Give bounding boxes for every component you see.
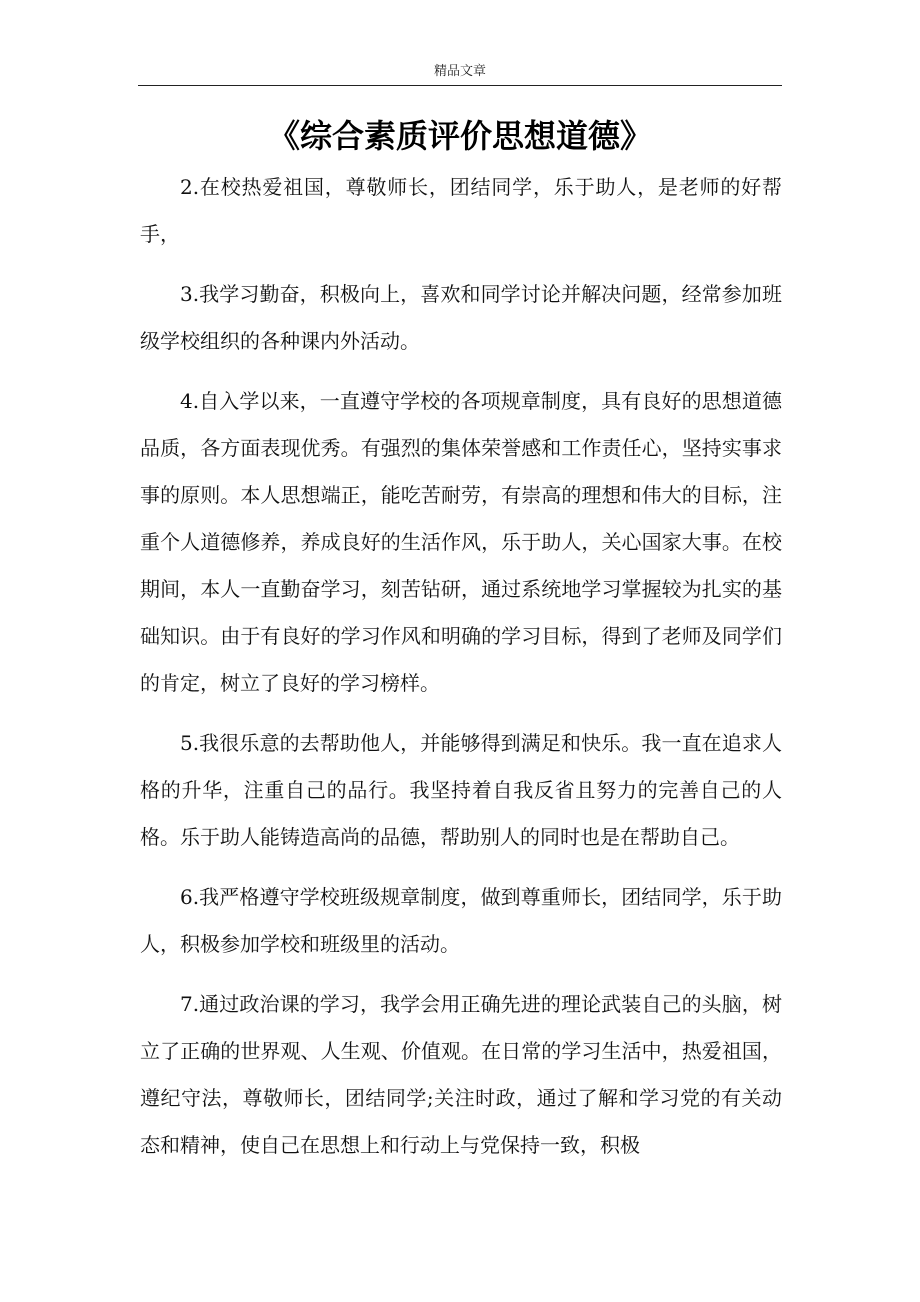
paragraph-2: 2.在校热爱祖国，尊敬师长，团结同学，乐于助人，是老师的好帮手， bbox=[140, 175, 782, 246]
page-header: 精品文章 bbox=[433, 64, 486, 79]
paragraph-6: 6.我严格遵守学校班级规章制度，做到尊重师长，团结同学，乐于助人，积极参加学校和班级里的活动。 bbox=[140, 885, 782, 956]
document-body bbox=[140, 164, 782, 1182]
header-divider bbox=[138, 85, 782, 86]
document-title: 《综合素质评价思想道德》 bbox=[267, 117, 652, 155]
paragraph-7: 7.通过政治课的学习，我学会用正确先进的理论武装自己的头脑，树立了正确的世界观、人生观、价值观。在日常的学习生活中，热爱祖国，遵纪守法，尊敬师长，团结同学;关注时政，通过了解和学习党的有关动态和精神，使自己在思想上和行动上与党保持一致，积极 bbox=[140, 992, 782, 1157]
paragraph-3: 3.我学习勤奋，积极向上，喜欢和同学讨论并解决问题，经常参加班级学校组织的各种课内外活动。 bbox=[140, 282, 782, 353]
paragraph-4: 4.自入学以来，一直遵守学校的各项规章制度，具有良好的思想道德品质，各方面表现优秀。有强烈的集体荣誉感和工作责任心，坚持实事求事的原则。本人思想端正，能吃苦耐劳，有崇高的理想和伟大的目标，注重个人道德修养，养成良好的生活作风，乐于助人，关心国家大事。在校期间，本人一直勤奋学习，刻苦钻研，通过系统地学习掌握较为扎实的基础知识。由于有良好的学习作风和明确的学习目标，得到了老师及同学们的肯定，树立了良好的学习榜样。 bbox=[140, 389, 782, 695]
paragraph-5: 5.我很乐意的去帮助他人，并能够得到满足和快乐。我一直在追求人格的升华，注重自己的品行。我坚持着自我反省且努力的完善自己的人格。乐于助人能铸造高尚的品德，帮助别人的同时也是在帮助自己。 bbox=[140, 731, 782, 849]
